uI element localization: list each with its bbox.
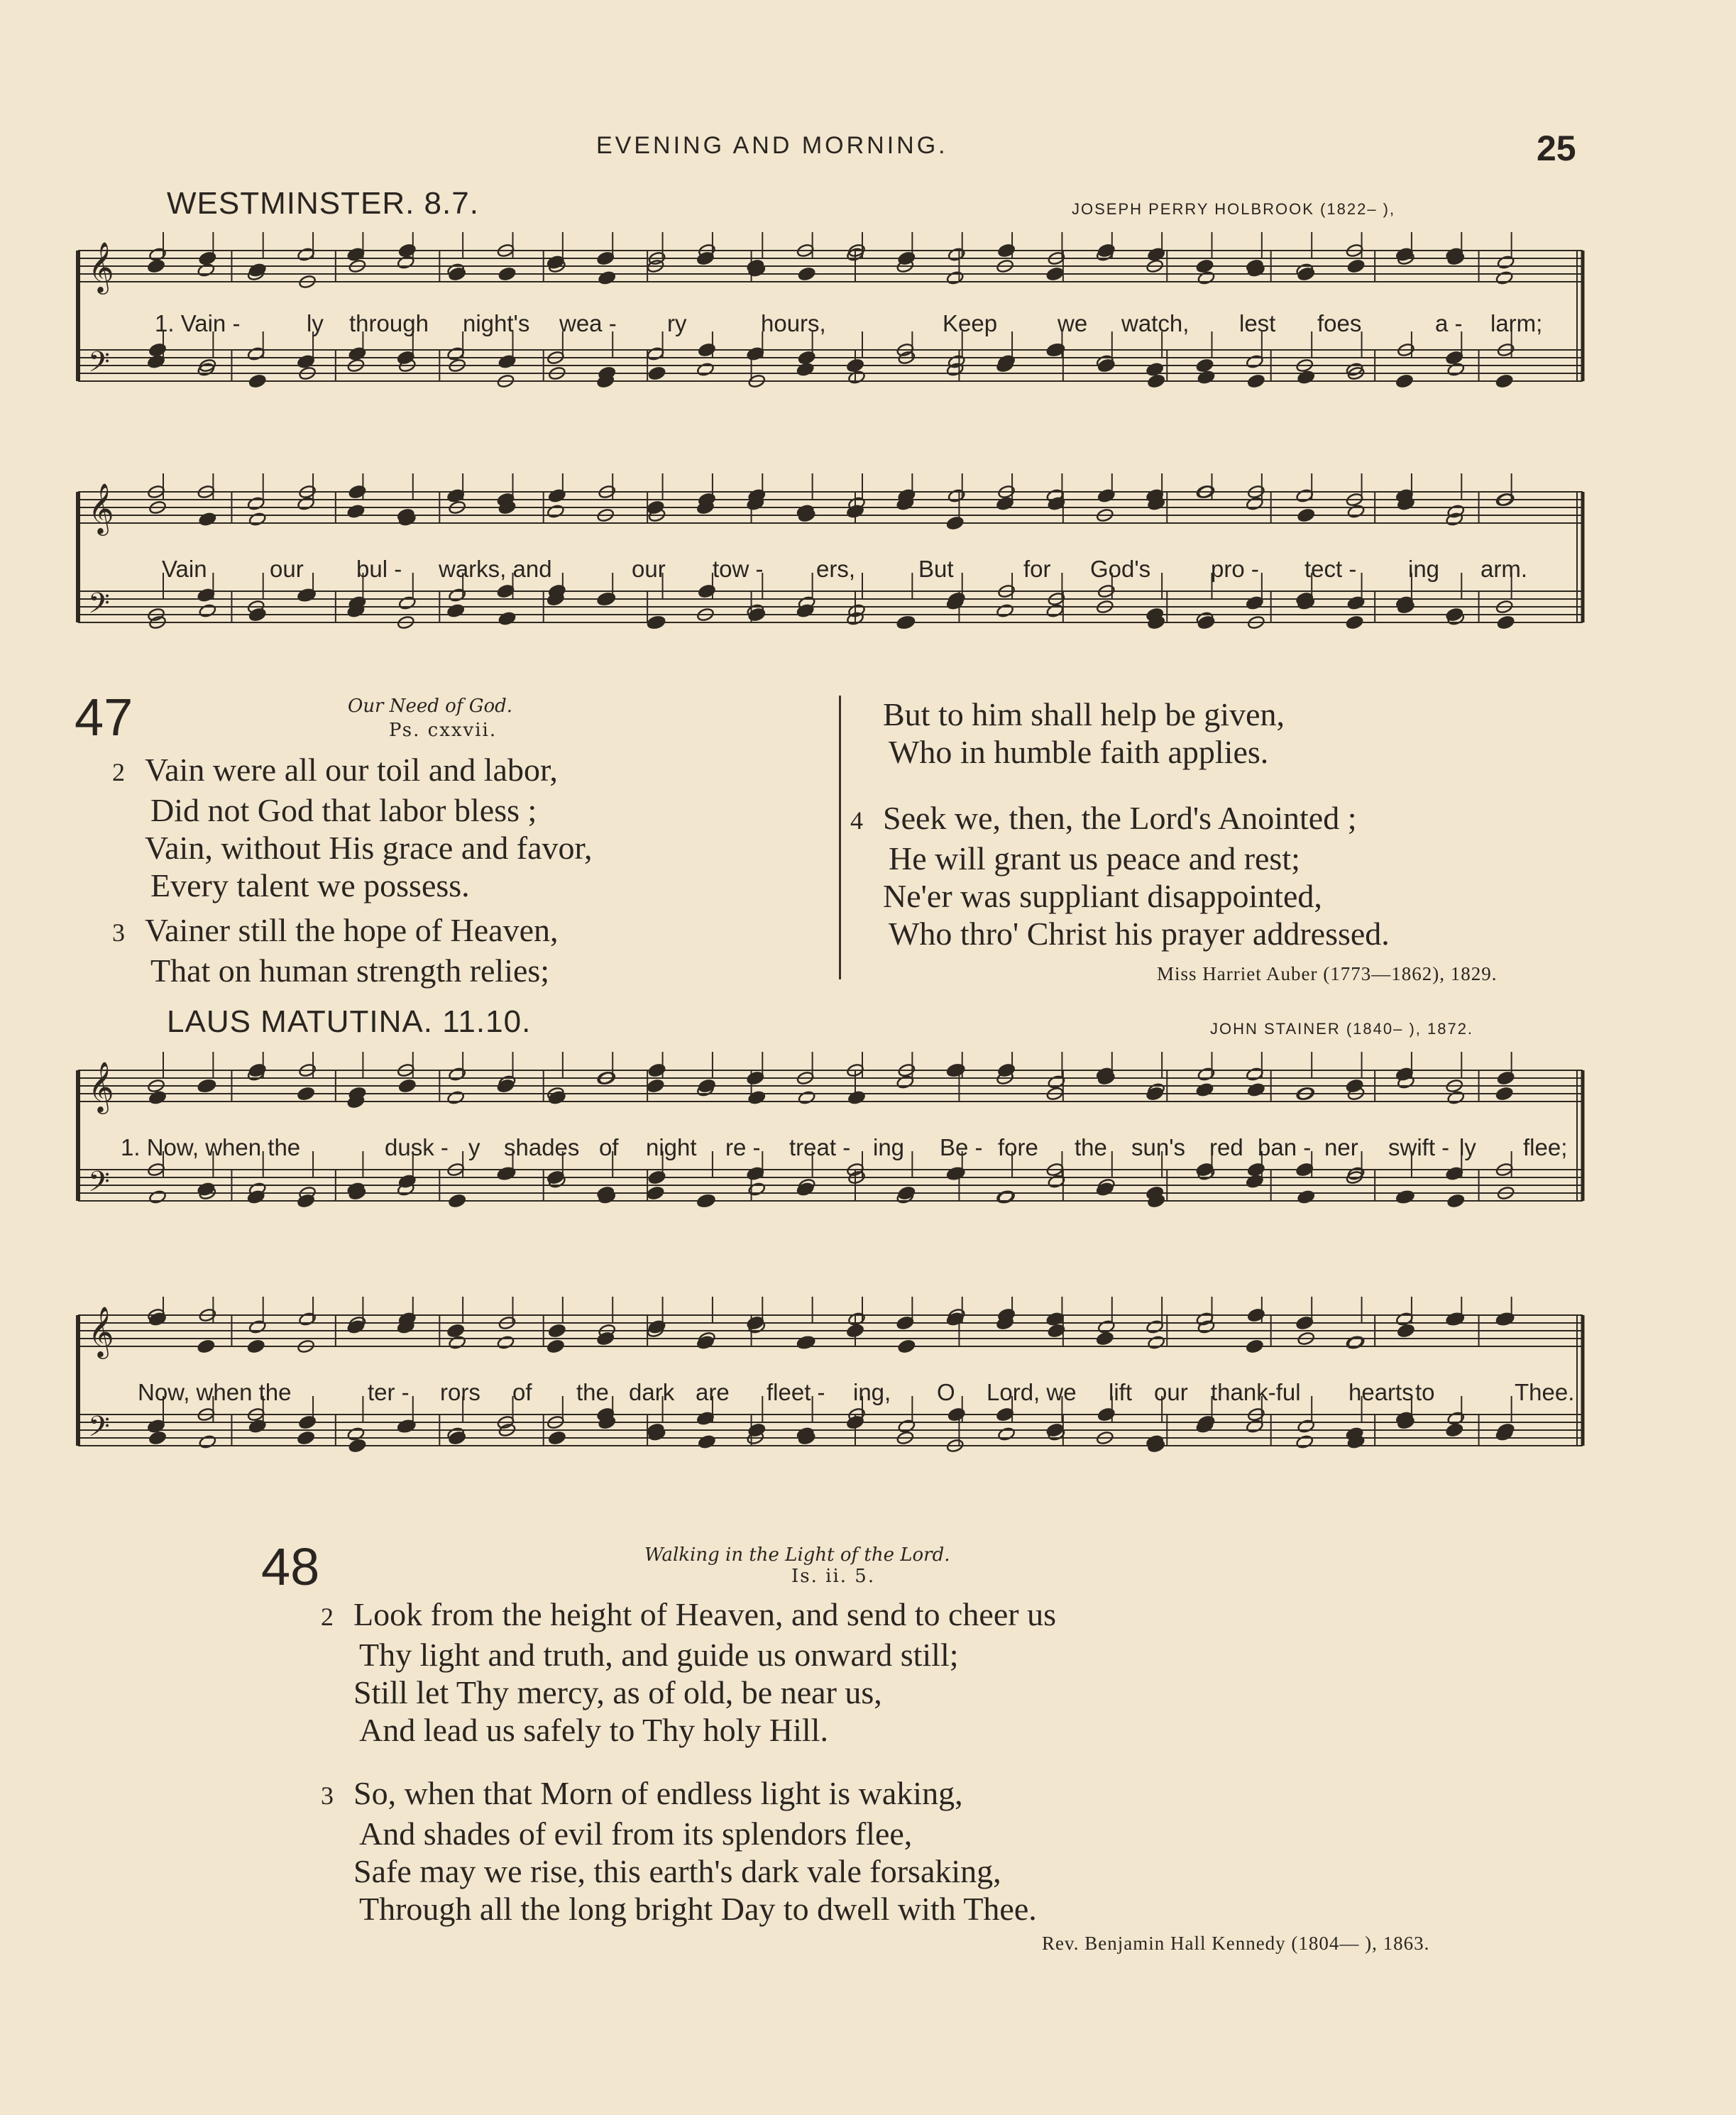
note-head xyxy=(647,1079,664,1094)
note-head xyxy=(997,1190,1015,1204)
lyric-syllable: red xyxy=(1209,1134,1243,1160)
hymn-subtitle: Walking in the Light of the Lord. xyxy=(644,1544,950,1566)
lyric-syllable: flee; xyxy=(1523,1134,1568,1160)
treble-clef-icon: 𝄞 xyxy=(88,241,114,292)
note-head xyxy=(248,512,266,527)
note-head xyxy=(1446,1166,1463,1181)
lyric-syllable: Thee. xyxy=(1515,1379,1575,1405)
lyric-syllable: ly xyxy=(307,310,324,336)
note-head xyxy=(446,603,464,618)
lyric-syllable: ing xyxy=(1408,556,1440,582)
verse-number: 2 xyxy=(321,1603,334,1631)
verse-text: Vain were all our toil and labor, xyxy=(145,752,558,788)
verse-line xyxy=(112,751,592,791)
note-head xyxy=(446,1090,464,1105)
note-head xyxy=(747,346,764,361)
lyric-syllable: of xyxy=(599,1134,619,1160)
note-head xyxy=(1495,374,1513,389)
note-head xyxy=(1447,1090,1465,1105)
note-head xyxy=(1447,362,1465,377)
lyric-syllable: ban - xyxy=(1258,1134,1312,1160)
note-head xyxy=(1096,1331,1114,1346)
lyric-syllable: to xyxy=(1415,1379,1435,1405)
note-head xyxy=(347,247,365,262)
lyric-syllable: Vain xyxy=(162,556,207,582)
lyric-syllable: for xyxy=(1023,556,1051,582)
note-head xyxy=(696,1411,714,1426)
verse-line xyxy=(321,1890,1056,1928)
lyric-syllable: we xyxy=(1057,310,1088,336)
lyric-syllable: bul - xyxy=(356,556,402,582)
note-head xyxy=(448,267,466,282)
note-head xyxy=(1046,267,1064,282)
verse-text: Safe may we rise, this earth's dark vale forsaking, xyxy=(353,1853,1001,1889)
score-system-2 xyxy=(71,472,1597,657)
lyric-syllable: Lord, we xyxy=(987,1379,1077,1405)
lyric-syllable: re - xyxy=(725,1134,761,1160)
note-head xyxy=(748,1090,766,1105)
note-head xyxy=(1295,1434,1313,1449)
note-head xyxy=(1246,1067,1263,1082)
note-head xyxy=(1347,259,1365,274)
note-head xyxy=(397,255,414,270)
lyric-syllable: a - xyxy=(1435,310,1463,336)
verse-line xyxy=(112,911,592,952)
verse-text: Still let Thy mercy, as of old, be near us, xyxy=(353,1674,882,1710)
tune-title-westminster: WESTMINSTER. 8.7. xyxy=(167,186,479,221)
note-head xyxy=(199,603,216,618)
treble-clef-icon: 𝄞 xyxy=(88,1305,114,1357)
verse-text: Who thro' Christ his prayer addressed. xyxy=(889,916,1390,952)
note-head xyxy=(1146,362,1163,377)
note-head xyxy=(598,270,615,285)
note-head xyxy=(1046,1312,1064,1326)
verse-number: 3 xyxy=(112,918,125,947)
note-head xyxy=(1395,1312,1413,1326)
note-head xyxy=(1247,374,1265,389)
note-head xyxy=(398,1079,416,1094)
verse-number: 3 xyxy=(321,1781,334,1810)
verse-text: Every talent we possess. xyxy=(150,867,470,903)
score-system-1 xyxy=(71,231,1597,415)
note-head xyxy=(1147,1335,1165,1350)
note-head xyxy=(1446,351,1463,366)
note-head xyxy=(748,1182,766,1197)
lyric-syllable: Now, when the xyxy=(138,1379,292,1405)
score-system-3 xyxy=(71,1050,1597,1235)
verse-line xyxy=(850,733,1390,771)
lyric-syllable: ry xyxy=(667,310,687,336)
note-head xyxy=(297,1087,314,1102)
tune-composer-laus-matutina: JOHN STAINER (1840– ), 1872. xyxy=(1210,1020,1474,1038)
lyric-syllable: ly xyxy=(1459,1134,1476,1160)
note-head xyxy=(1246,1174,1263,1189)
verse-text: And shades of evil from its splendors flee, xyxy=(359,1815,913,1852)
note-head xyxy=(747,1166,764,1181)
note-head xyxy=(946,270,964,285)
verse-text: So, when that Morn of endless light is waking, xyxy=(353,1775,963,1811)
verse-text: And lead us safely to Thy holy Hill. xyxy=(359,1712,828,1748)
lyric-syllable: the xyxy=(1075,1134,1107,1160)
note-head xyxy=(596,251,614,266)
note-head xyxy=(1346,1079,1363,1094)
verse-text: Vainer still the hope of Heaven, xyxy=(145,912,559,948)
verse-text: But to him shall help be given, xyxy=(883,696,1285,732)
note-head xyxy=(498,267,516,282)
note-head xyxy=(898,1339,916,1354)
note-head xyxy=(1246,1339,1263,1354)
note-head xyxy=(996,603,1013,618)
note-head xyxy=(847,370,865,385)
note-head xyxy=(1495,1087,1513,1102)
lyric-syllable: through xyxy=(349,310,429,336)
note-head xyxy=(996,496,1013,511)
verse-line xyxy=(321,1636,1056,1674)
note-head xyxy=(698,1079,715,1094)
lyric-syllable: Be - xyxy=(940,1134,983,1160)
lyric-syllable: dark xyxy=(629,1379,675,1405)
note-head xyxy=(1497,615,1515,630)
note-head xyxy=(798,267,815,282)
note-head xyxy=(148,1431,166,1446)
note-head xyxy=(446,488,464,503)
note-head xyxy=(1395,374,1413,389)
note-head xyxy=(896,1316,914,1331)
note-head xyxy=(1197,270,1215,285)
note-head xyxy=(247,496,265,511)
note-head xyxy=(548,1090,566,1105)
bass-clef-icon: 𝄢 xyxy=(88,1410,110,1450)
hymn-number: 48 xyxy=(261,1537,320,1596)
verse-number: 4 xyxy=(850,806,863,835)
tune-title-laus-matutina: LAUS MATUTINA. 11.10. xyxy=(167,1004,532,1039)
verse-line xyxy=(850,877,1390,915)
note-head xyxy=(896,1075,914,1089)
note-head xyxy=(199,1434,216,1449)
verse-text: Did not God that labor bless ; xyxy=(150,792,537,828)
note-head xyxy=(796,362,814,377)
lyric-syllable: larm; xyxy=(1490,310,1543,336)
note-head xyxy=(548,1324,566,1339)
lyric-syllable: hearts xyxy=(1348,1379,1414,1405)
note-head xyxy=(147,259,165,274)
note-head xyxy=(347,504,365,519)
note-head xyxy=(1297,508,1314,523)
note-head xyxy=(199,512,216,527)
lyric-syllable: lift xyxy=(1109,1379,1132,1405)
note-head xyxy=(1347,1335,1365,1350)
note-head xyxy=(148,1190,166,1204)
lyric-syllable: our xyxy=(270,556,304,582)
lyric-syllable: thank-ful xyxy=(1211,1379,1301,1405)
treble-clef-icon: 𝄞 xyxy=(88,1060,114,1112)
hymn-author: Rev. Benjamin Hall Kennedy (1804— ), 1863. xyxy=(1042,1933,1430,1954)
note-head xyxy=(297,1431,314,1446)
note-head xyxy=(1246,595,1263,610)
note-head xyxy=(698,1194,715,1209)
note-head xyxy=(898,615,916,630)
verse-line xyxy=(321,1815,1056,1852)
verse-line xyxy=(850,799,1390,840)
lyric-syllable: ter - xyxy=(368,1379,410,1405)
verse-text: He will grant us peace and rest; xyxy=(889,840,1300,877)
note-head xyxy=(197,1339,215,1354)
note-head xyxy=(1297,370,1314,385)
lyric-syllable: Keep xyxy=(943,310,998,336)
note-head xyxy=(1046,603,1064,618)
note-head xyxy=(996,1407,1013,1422)
lyric-syllable: warks, and xyxy=(439,556,552,582)
note-head xyxy=(248,263,266,278)
note-head xyxy=(1495,270,1513,285)
lyric-syllable: 1. Now, when the xyxy=(121,1134,301,1160)
lyric-syllable: dusk - xyxy=(385,1134,449,1160)
verse-line xyxy=(112,952,592,989)
note-head xyxy=(1447,1194,1465,1209)
note-head xyxy=(448,1194,466,1209)
note-head xyxy=(1346,615,1363,630)
note-head xyxy=(1246,354,1263,369)
note-head xyxy=(1347,504,1365,519)
note-head xyxy=(497,1335,515,1350)
lyric-syllable: 1. Vain - xyxy=(155,310,241,336)
lyric-syllable: ner xyxy=(1324,1134,1358,1160)
note-head xyxy=(497,584,515,599)
note-head xyxy=(1246,496,1263,511)
lyric-syllable: y xyxy=(468,1134,480,1160)
lyric-syllable: watch, xyxy=(1121,310,1190,336)
lyric-syllable: fleet - xyxy=(767,1379,825,1405)
note-head xyxy=(1196,358,1214,373)
lyric-syllable: pro - xyxy=(1211,556,1259,582)
hymn-verses-left xyxy=(112,751,592,989)
lyric-syllable: ing xyxy=(873,1134,905,1160)
note-head xyxy=(297,496,314,511)
lyric-syllable: sun's xyxy=(1131,1134,1186,1160)
verse-line xyxy=(850,696,1390,733)
note-head xyxy=(647,346,664,361)
verse-line xyxy=(321,1711,1056,1749)
note-head xyxy=(846,1324,864,1339)
note-head xyxy=(1147,374,1165,389)
lyric-syllable: lest xyxy=(1239,310,1276,336)
lyric-syllable: treat - xyxy=(789,1134,851,1160)
note-head xyxy=(1097,358,1115,373)
verse-number: 2 xyxy=(112,758,125,786)
note-head xyxy=(1395,1067,1413,1082)
column-divider xyxy=(839,696,841,979)
lyric-syllable: O xyxy=(937,1379,955,1405)
verse-text: Thy light and truth, and guide us onward still; xyxy=(359,1637,959,1673)
note-head xyxy=(696,362,714,377)
lyric-syllable: night xyxy=(646,1134,697,1160)
note-head xyxy=(997,1427,1015,1441)
lyric-syllable: tect - xyxy=(1304,556,1357,582)
note-head xyxy=(247,346,265,361)
lyric-syllable: of xyxy=(512,1379,532,1405)
note-head xyxy=(1397,1324,1414,1339)
note-head xyxy=(148,1090,166,1105)
note-head xyxy=(1197,370,1215,385)
hymn-number: 47 xyxy=(75,688,133,747)
note-head xyxy=(898,1186,916,1201)
lyric-syllable: hours, xyxy=(761,310,826,336)
note-head xyxy=(798,1090,815,1105)
verse-line xyxy=(850,840,1390,877)
hymn-subtitle: Our Need of God. xyxy=(348,696,513,717)
hymn-author: Miss Harriet Auber (1773—1862), 1829. xyxy=(1157,963,1498,984)
note-head xyxy=(197,263,215,278)
note-head xyxy=(448,1431,466,1446)
note-head xyxy=(647,500,664,515)
note-head xyxy=(1295,1163,1313,1177)
verse-line xyxy=(112,791,592,829)
note-head xyxy=(1297,267,1314,282)
bass-clef-icon: 𝄢 xyxy=(88,1165,110,1205)
verse-line xyxy=(321,1595,1056,1636)
verse-text: Vain, without His grace and favor, xyxy=(145,830,593,866)
note-head xyxy=(546,1339,564,1354)
treble-clef-icon: 𝄞 xyxy=(88,482,114,534)
lyric-syllable: fore xyxy=(998,1134,1038,1160)
note-head xyxy=(1196,1312,1214,1326)
verse-line xyxy=(321,1852,1056,1890)
verse-line xyxy=(321,1774,1056,1815)
lyric-syllable: the xyxy=(576,1379,609,1405)
lyric-syllable: shades xyxy=(504,1134,580,1160)
note-head xyxy=(698,1434,715,1449)
score-system-4 xyxy=(71,1295,1597,1480)
bass-clef-icon: 𝄢 xyxy=(88,587,110,627)
note-head xyxy=(498,611,516,626)
lyric-syllable: rors xyxy=(440,1379,480,1405)
tune-composer-westminster: JOSEPH PERRY HOLBROOK (1822– ), xyxy=(1072,200,1396,218)
note-head xyxy=(197,588,215,603)
note-head xyxy=(297,354,314,369)
verse-text: Who in humble faith applies. xyxy=(889,734,1269,770)
note-head xyxy=(1146,1319,1163,1334)
lyric-syllable: foes xyxy=(1317,310,1362,336)
verse-text: Look from the height of Heaven, and send to cheer us xyxy=(353,1596,1056,1632)
verse-text: Ne'er was suppliant disappointed, xyxy=(883,878,1322,914)
running-title: EVENING AND MORNING. xyxy=(596,132,948,159)
verse-line xyxy=(112,829,592,867)
verse-line xyxy=(112,867,592,904)
lyric-syllable: night's xyxy=(463,310,530,336)
note-head xyxy=(1196,259,1214,274)
lyric-syllable: wea - xyxy=(559,310,617,336)
note-head xyxy=(347,1427,365,1441)
scripture-reference: Is. ii. 5. xyxy=(791,1566,876,1587)
lyric-syllable: our xyxy=(1154,1379,1188,1405)
note-head xyxy=(748,608,766,622)
note-head xyxy=(248,374,266,389)
note-head xyxy=(397,351,414,366)
note-head xyxy=(1247,1082,1265,1097)
note-head xyxy=(147,1419,165,1434)
note-head xyxy=(747,1071,764,1086)
note-head xyxy=(946,516,964,531)
lyric-syllable: ing, xyxy=(853,1379,891,1405)
lyric-syllable: swift - xyxy=(1388,1134,1450,1160)
verse-text: Seek we, then, the Lord's Anointed ; xyxy=(883,800,1357,836)
bass-clef-icon: 𝄢 xyxy=(88,346,110,385)
music-staff-system xyxy=(71,231,1597,415)
hymn-verses xyxy=(321,1595,1056,1928)
note-head xyxy=(1297,1190,1314,1204)
note-head xyxy=(1446,1423,1463,1438)
lyric-syllable: tow - xyxy=(713,556,764,582)
note-head xyxy=(847,1090,865,1105)
note-head xyxy=(647,1186,664,1201)
lyric-syllable: are xyxy=(696,1379,730,1405)
note-head xyxy=(1497,1423,1515,1438)
hymn-verses-right xyxy=(850,696,1390,952)
lyric-syllable: But xyxy=(918,556,954,582)
note-head xyxy=(1196,1082,1214,1097)
note-head xyxy=(548,1431,566,1446)
note-head xyxy=(348,1439,366,1454)
scripture-reference: Ps. cxxvii. xyxy=(389,720,498,741)
note-head xyxy=(1295,488,1313,503)
verse-line xyxy=(850,915,1390,952)
note-head xyxy=(297,247,314,262)
note-head xyxy=(446,1324,464,1339)
verse-text: Through all the long bright Day to dwell with Thee. xyxy=(359,1891,1037,1927)
note-head xyxy=(248,608,266,622)
verse-line xyxy=(321,1674,1056,1711)
note-head xyxy=(648,366,666,381)
note-head xyxy=(546,504,564,519)
note-head xyxy=(247,1339,265,1354)
lyric-syllable: God's xyxy=(1090,556,1151,582)
lyric-syllable: arm. xyxy=(1480,556,1527,582)
lyric-syllable: our xyxy=(632,556,666,582)
note-head xyxy=(1295,1316,1313,1331)
note-head xyxy=(448,1335,466,1350)
lyric-syllable: ers, xyxy=(816,556,856,582)
note-head xyxy=(1197,615,1215,630)
page-number: 25 xyxy=(1537,128,1576,168)
note-head xyxy=(446,346,464,361)
note-head xyxy=(846,358,864,373)
note-head xyxy=(147,354,165,369)
verse-text: That on human strength relies; xyxy=(150,952,550,989)
note-head xyxy=(1246,1419,1263,1434)
